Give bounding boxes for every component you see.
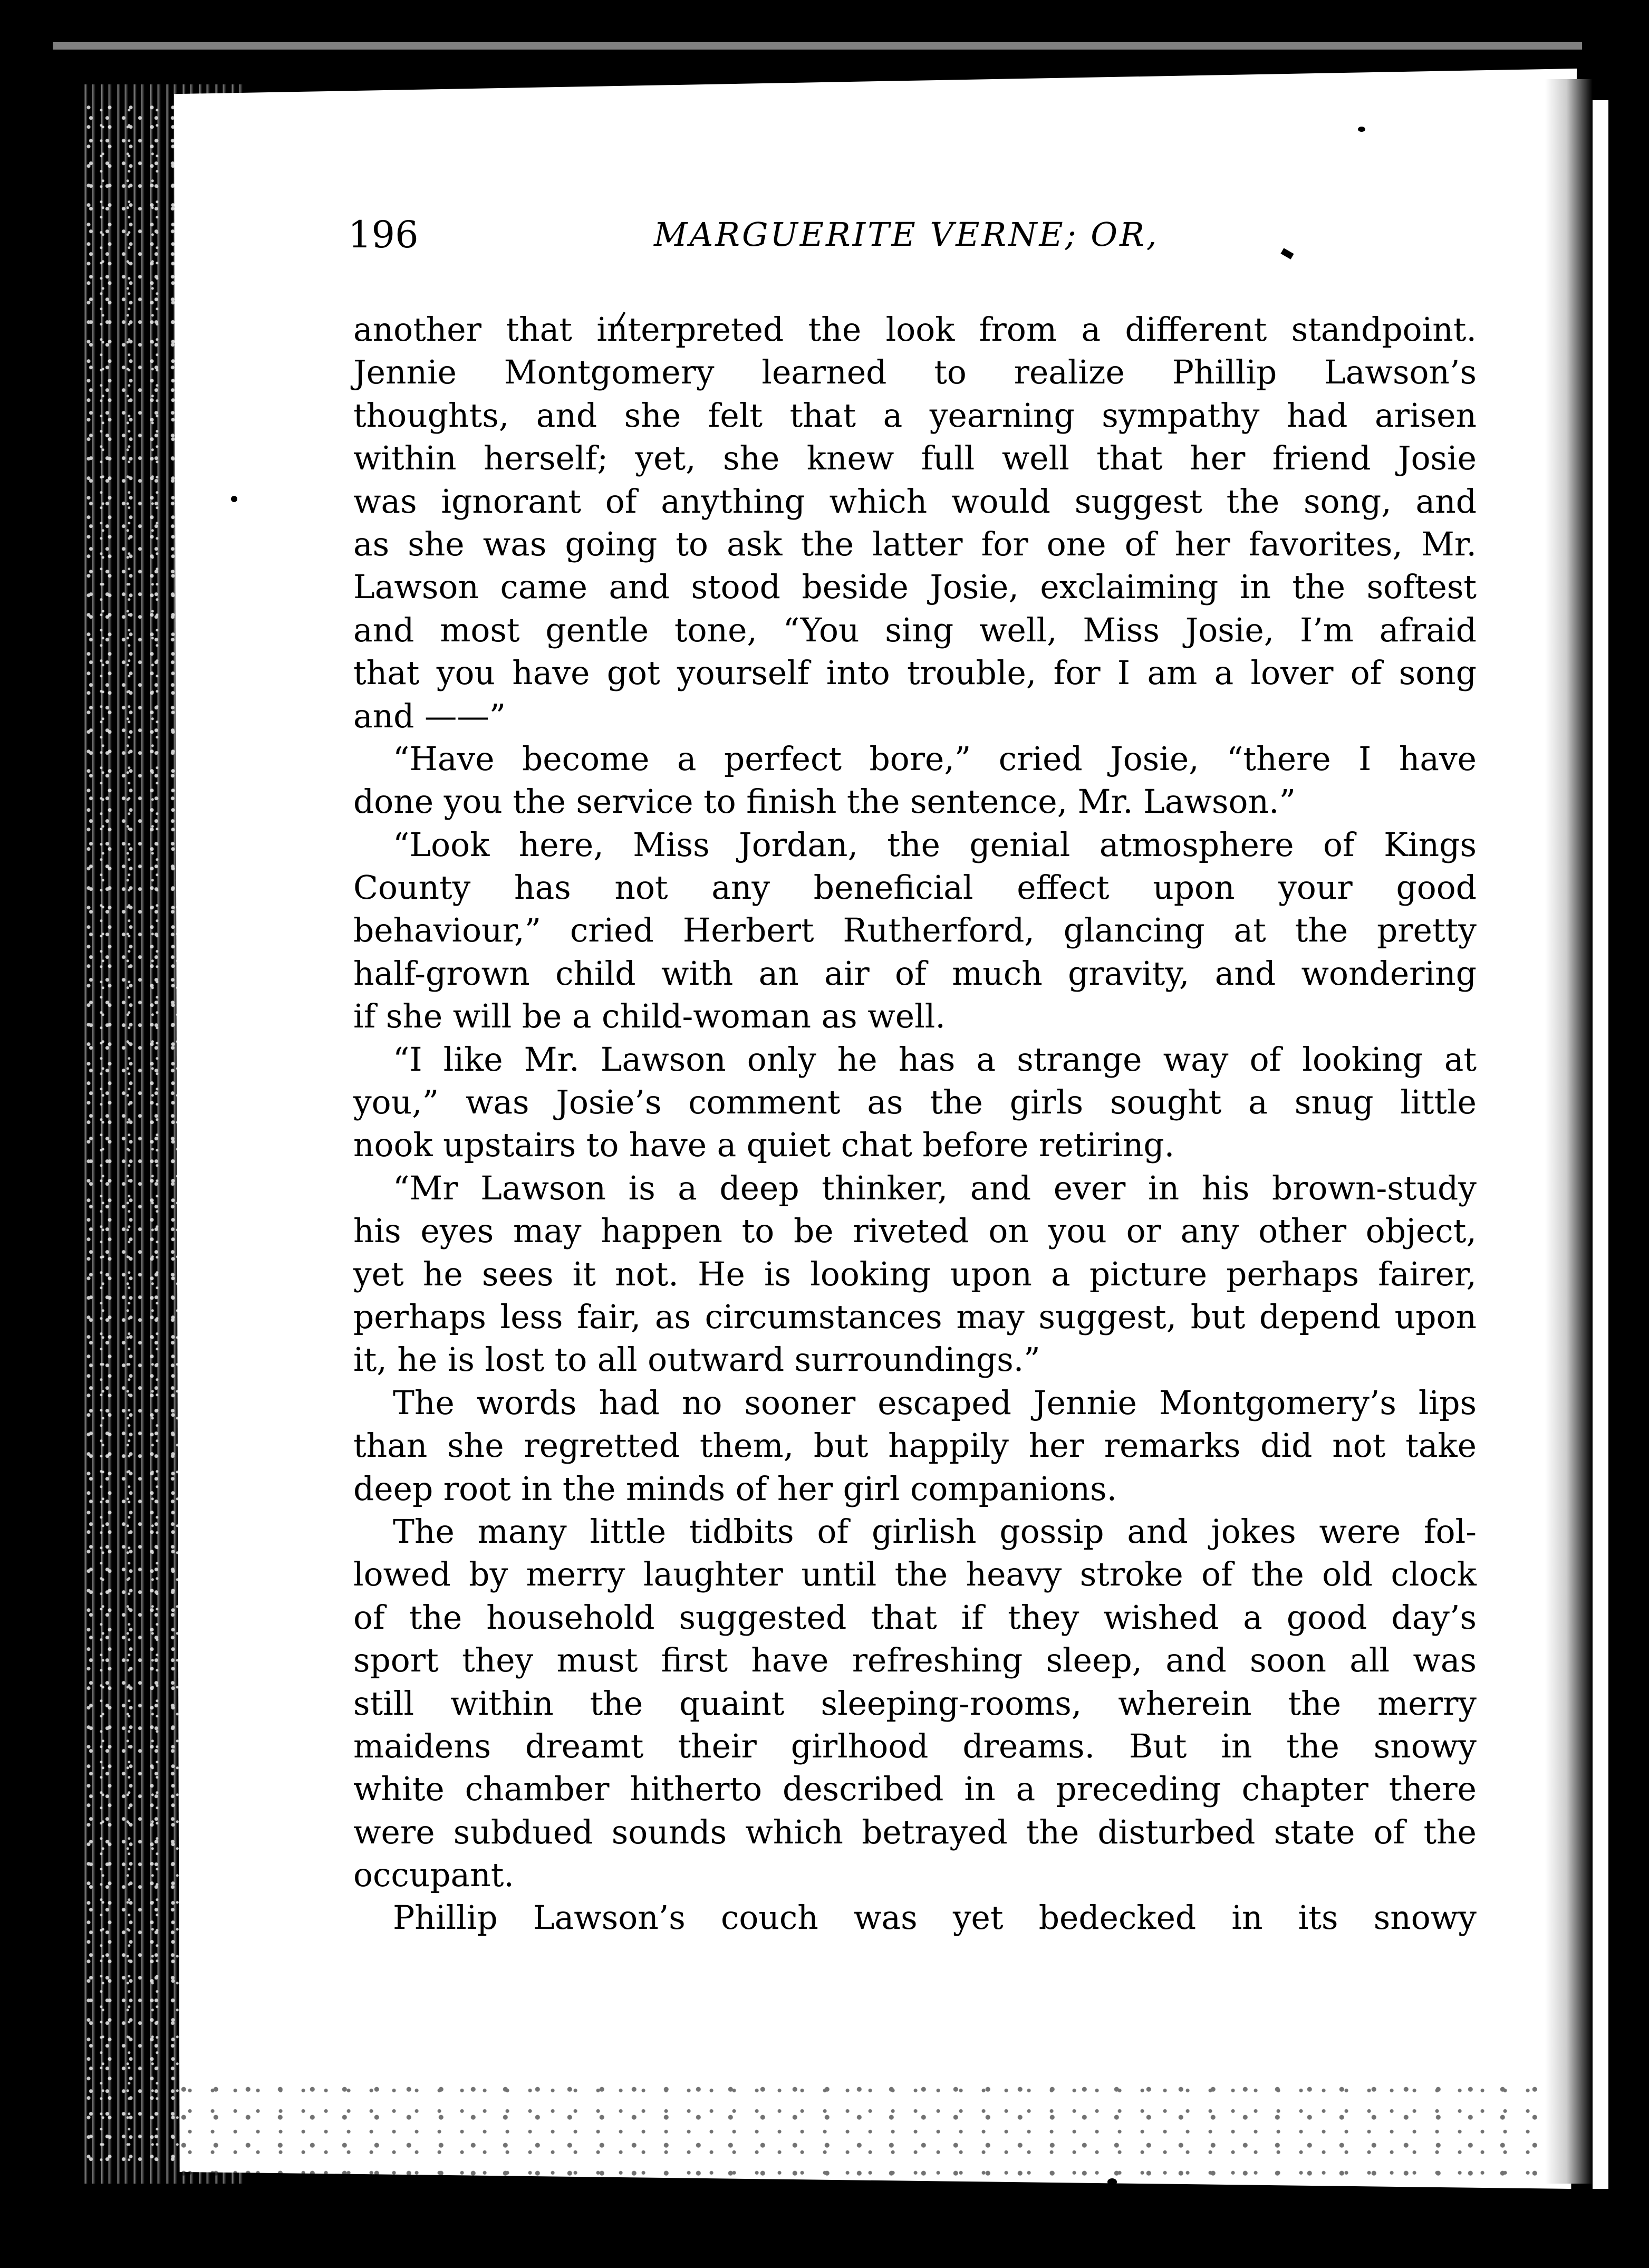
text-line: The words had no sooner escaped Jennie Montgomery’s lips [393,1384,1477,1422]
text-line: within herself; yet, she knew full well that her friend Josie [353,440,1477,478]
text-line: perhaps less fair, as circumstances may suggest, but depend upon [353,1298,1477,1336]
text-line: nook upstairs to have a quiet chat before retiring. [353,1127,1175,1165]
text-line: you,” was Josie’s comment as the girls sought a snug little [353,1084,1477,1122]
text-line: deep root in the minds of her girl companions. [353,1470,1117,1508]
text-line: “Look here, Miss Jordan, the genial atmosphere of Kings [393,826,1477,864]
text-line: half-grown child with an air of much gravity, and wondering [353,955,1477,993]
text-line: lowed by merry laughter until the heavy stroke of the old clock [353,1556,1477,1594]
text-line: “Mr Lawson is a deep thinker, and ever in his brown-study [393,1169,1477,1207]
text-line: another that interpreted the look from a different standpoint. [353,311,1477,349]
text-line: was ignorant of anything which would suggest the song, and [353,483,1477,521]
text-line: The many little tidbits of girlish gossip and jokes were fol- [393,1513,1477,1551]
text-line: occupant. [353,1857,514,1895]
text-line: if she will be a child-woman as well. [353,998,946,1036]
text-line: were subdued sounds which betrayed the disturbed state of the [353,1813,1477,1851]
text-line: Phillip Lawson’s couch was yet bedecked in its snowy [393,1899,1477,1937]
text-line: as she was going to ask the latter for one of her favorites, Mr. [353,525,1477,563]
page-right-shadow [1545,79,1593,2184]
text-line: thoughts, and she felt that a yearning sympathy had arisen [353,397,1477,435]
text-line: of the household suggested that if they wished a good day’s [353,1599,1477,1637]
text-line: maidens dreamt their girlhood dreams. But in the snowy [353,1727,1477,1765]
text-line: Lawson came and stood beside Josie, exclaiming in the softest [353,569,1477,607]
text-line: and ——” [353,697,506,735]
page-body-text [353,309,1477,1940]
text-line: his eyes may happen to be riveted on you or any other object, [353,1213,1477,1251]
text-line: yet he sees it not. He is looking upon a picture perhaps fairer, [353,1255,1477,1293]
text-line: done you the service to finish the sentence, Mr. Lawson.” [353,783,1296,821]
scan-artifact [1107,2178,1117,2186]
text-line: still within the quaint sleeping-rooms, wherein the merry [353,1685,1477,1723]
text-line: it, he is lost to all outward surroundings.” [353,1341,1040,1379]
next-page-edge [1593,100,1608,2189]
scan-artifact [1358,127,1365,132]
text-line: behaviour,” cried Herbert Rutherford, glancing at the pretty [353,912,1477,950]
text-line: “I like Mr. Lawson only he has a strange way of looking at [393,1041,1477,1079]
text-line: than she regretted them, but happily her remarks did not take [353,1427,1477,1465]
page-number: 196 [348,213,419,256]
text-line: “Have become a perfect bore,” cried Josie, “there I have [393,740,1477,778]
text-line: Jennie Montgomery learned to realize Phillip Lawson’s [353,354,1477,392]
text-line: sport they must first have refreshing sleep, and soon all was [353,1642,1477,1680]
scan-top-edge [53,42,1582,50]
text-line: County has not any beneficial effect upon your good [353,869,1477,907]
text-line: and most gentle tone, “You sing well, Miss Josie, I’m afraid [353,611,1477,649]
page-bottom-speckle [174,2078,1545,2194]
text-line: that you have got yourself into trouble, for I am a lover of song [353,655,1477,693]
text-line: white chamber hitherto described in a preceding chapter there [353,1771,1477,1809]
scan-artifact [231,496,237,502]
running-title: MARGUERITE VERNE; OR, [654,215,1159,254]
